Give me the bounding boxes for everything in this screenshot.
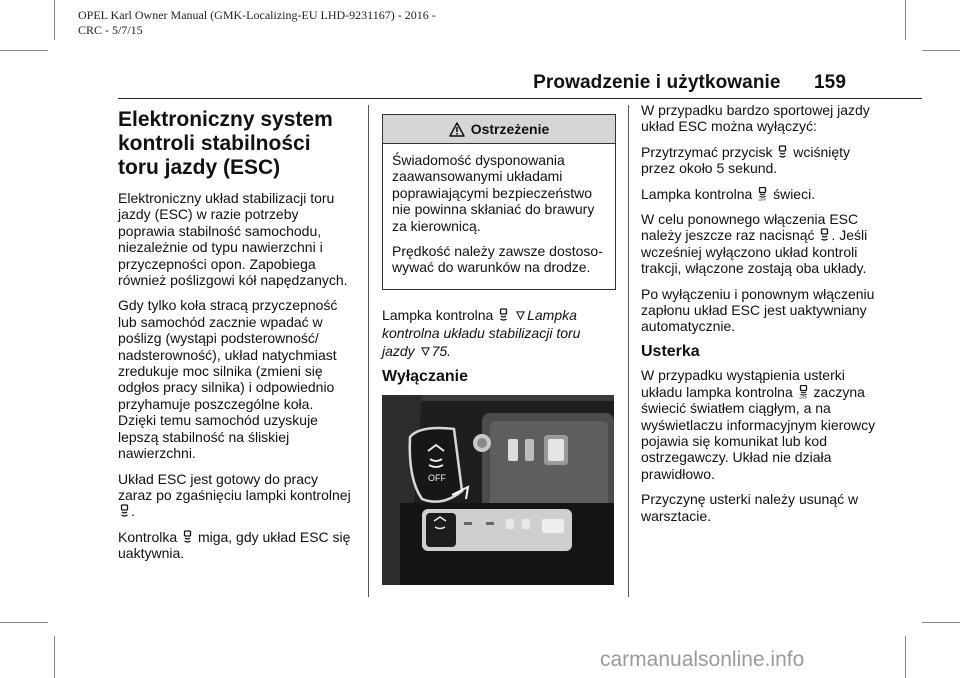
crop-mark (54, 0, 55, 40)
photo-off-label: OFF (428, 473, 446, 484)
warning-paragraph: Świadomość dysponowania zaawansowanymi układami poprawiającymi bezpieczeństwo nie powinna skłaniać do brawury za kierownicą. (392, 152, 595, 234)
svg-text:OFF: OFF (758, 197, 767, 201)
document-meta-line1: OPEL Karl Owner Manual (GMK-Localizing-EU LHD-9231167) - 2016 - (78, 8, 436, 22)
warning-heading: Ostrzeżenie (470, 120, 550, 137)
paragraph (641, 186, 886, 202)
reference-arrow-icon (516, 311, 525, 320)
cross-reference (382, 306, 616, 360)
esc-off-icon (798, 385, 809, 399)
reference-link[interactable]: Lampka kontrolna układu stabilizacji toru jazdy (382, 306, 581, 359)
warning-body (383, 144, 615, 289)
crop-mark (905, 0, 906, 40)
document-meta (78, 8, 436, 38)
text-span: . Jeśli wcześniej wyłączono układ kontroli trakcji, włączone zostają oba układy. (641, 227, 868, 277)
crop-mark (0, 50, 48, 51)
section-title: Elektroniczny system kontroli stabilności toru jazdy (ESC) (118, 108, 333, 179)
text-span: Lampka kontrolna (382, 306, 494, 323)
crop-mark (54, 636, 55, 678)
paragraph (641, 367, 886, 482)
svg-text:OFF: OFF (799, 395, 807, 399)
crop-mark (905, 636, 906, 678)
warning-paragraph: Prędkość należy zawsze dostoso- wywać do warunków na drodze. (392, 243, 603, 276)
crop-mark (922, 50, 960, 51)
esc-off-icon (757, 187, 768, 201)
paragraph: Elektroniczny układ stabilizacji toru jazdy (ESC) w razie potrzeby poprawia stabilność samochodu, niezależnie od typu nawierzchni i przyczepności opon. Zapobiega również poślizgowi kół napędzanych. (118, 190, 348, 289)
esc-skid-icon (182, 530, 193, 544)
paragraph: Gdy tylko koła stracą przyczepność lub samochód zacznie wpadać w poślizg (wystąpi podsterowność/ nadsterowność), układ natychmiast zredukuje moc silnika (zmieni się odgłos pracy silnika) i odpowiednio przyhamuje poszczególne koła. Dzięki temu samochód uzyskuje lepszą stabilność na śliskiej nawierzchni. (118, 297, 338, 462)
paragraph (118, 529, 354, 562)
running-header (533, 72, 846, 94)
text-span: Lampka kontrolna (641, 185, 753, 202)
crop-mark (0, 622, 48, 623)
esc-skid-icon (777, 145, 788, 159)
paragraph: Przyczynę usterki należy usunąć w warsztacie. (641, 491, 859, 524)
photo-illustration (382, 395, 614, 585)
warning-triangle-icon (449, 122, 465, 137)
text-span: Przytrzymać przycisk (641, 143, 773, 160)
document-meta-line2: CRC - 5/7/15 (78, 23, 143, 37)
text-span: świeci. (773, 185, 816, 202)
page-number: 159 (813, 72, 846, 93)
esc-skid-icon (819, 228, 830, 242)
column-2 (382, 108, 616, 585)
esc-skid-icon (119, 504, 130, 518)
paragraph (641, 211, 886, 277)
text-span: Kontrolka (118, 528, 178, 545)
text-span: W przypadku wystąpienia usterki układu lampka kontrolna (641, 367, 845, 400)
subsection-title: Wyłączanie (382, 367, 468, 385)
column-3 (641, 102, 886, 533)
text-span: W celu ponownego włączenia ESC należy jeszcze raz nacisnąć (641, 211, 859, 244)
text-span: Układ ESC jest gotowy do pracy zaraz po zgaśnięciu lampki kontrolnej (118, 470, 351, 503)
paragraph: W przypadku bardzo sportowej jazdy układ ESC można wyłączyć: (641, 102, 870, 135)
esc-skid-icon (498, 308, 509, 322)
crop-mark (922, 622, 960, 623)
text-span: . (131, 503, 135, 520)
warning-box (382, 114, 616, 290)
paragraph (118, 471, 354, 520)
column-separator (368, 105, 369, 597)
text-span: zaczyna świecić światłem ciągłym, a na wyświetlaczu informacyjnym kierowcy pojawia się komunikat lub kod ostrzegawczy. Układ nie działa prawidłowo. (641, 383, 876, 482)
paragraph: Po wyłączeniu i ponownym włączeniu zapłonu układ ESC jest uaktywniany automatycznie. (641, 285, 875, 335)
column-separator (628, 105, 629, 597)
warning-header (383, 115, 615, 144)
column-1 (118, 108, 354, 571)
text-span: miga, gdy układ ESC się uaktywnia. (118, 528, 351, 562)
reference-page[interactable]: 75. (431, 342, 452, 359)
watermark: carmanualsonline.info (600, 648, 805, 671)
subsection-title: Usterka (641, 342, 700, 360)
text-span: wciśnięty przez około 5 sekund. (641, 143, 851, 177)
header-rule (118, 98, 922, 99)
chapter-title: Prowadzenie i użytkowanie (533, 72, 781, 93)
esc-switch-photo (382, 395, 614, 585)
paragraph (641, 144, 886, 177)
reference-arrow-icon (421, 347, 430, 356)
